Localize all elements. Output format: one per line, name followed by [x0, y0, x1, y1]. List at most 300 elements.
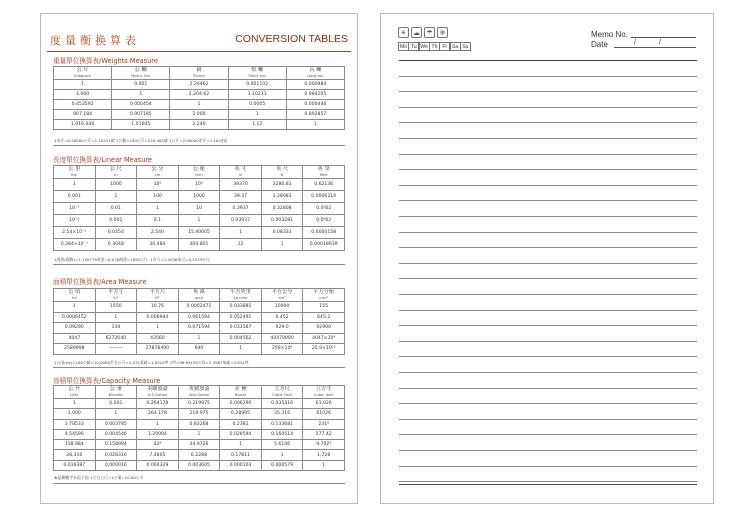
column-header-en: acre — [194, 295, 204, 300]
column-header — [261, 386, 303, 399]
table-cell: 0.83268 — [178, 419, 220, 429]
table-cell: 0.003281 — [261, 215, 303, 227]
column-header-cn: 公 頃 — [68, 288, 81, 295]
table-cell: 10⁶ — [178, 179, 220, 191]
table-cell: 10⁻⁶ — [54, 215, 96, 227]
memo-line[interactable] — [399, 60, 697, 61]
table-cell: 0.035316 — [261, 399, 303, 409]
memo-line[interactable] — [399, 185, 697, 186]
column-header-cn: 美 桶 — [234, 385, 247, 392]
table-cell: 1 — [137, 203, 179, 215]
column-header — [303, 166, 345, 179]
column-header-en: Metric ton — [131, 73, 151, 78]
table-cell: 1,728 — [303, 450, 345, 460]
memo-line[interactable] — [399, 388, 697, 389]
table-cell: 10000 — [261, 302, 303, 313]
weights-rule — [53, 145, 345, 146]
column-header-cn: 公 分 — [151, 165, 164, 172]
table-cell: 28.316 — [54, 450, 96, 460]
column-header-en: Kilogram — [74, 73, 92, 78]
column-header-en: mm² — [319, 295, 329, 300]
title-chinese: 度量衡换算表 — [50, 34, 140, 47]
table-cell: 40470000 — [261, 333, 303, 344]
memo-line[interactable] — [399, 247, 697, 248]
table-cell: 0.0002471 — [178, 302, 220, 313]
column-header — [178, 289, 220, 302]
weekday-selector — [398, 42, 470, 51]
column-header-cn: 立方寸 — [315, 385, 332, 392]
table-cell: 1000 — [178, 191, 220, 203]
table-cell: 1 — [170, 100, 228, 110]
date-field[interactable] — [614, 47, 696, 48]
table-cell: 2,240 — [170, 120, 228, 130]
table-cell: 2,000 — [170, 110, 228, 120]
table-cell: 0.0006214 — [303, 191, 345, 203]
table-cell: 0.004546 — [95, 429, 137, 439]
header-rule — [47, 51, 351, 52]
rain-icon[interactable]: ☂ — [424, 27, 435, 38]
weights-title: 重量單位換算表/Weights Measure — [53, 57, 158, 65]
table-cell: 1 — [54, 302, 96, 313]
memo-no-label: Memo No. — [591, 30, 628, 39]
day-sa[interactable]: Sa — [450, 42, 461, 51]
table-row — [54, 120, 345, 130]
column-header-cn: 英 里 — [317, 165, 330, 172]
table-cell: 1 — [228, 110, 286, 120]
table-cell: 158.984 — [54, 440, 96, 450]
column-header — [137, 166, 179, 179]
column-header-en: mm — [195, 172, 203, 177]
table-row — [54, 429, 345, 439]
column-header-cn: 公 尺 — [109, 165, 122, 172]
table-row — [54, 333, 345, 344]
table-row — [54, 239, 345, 251]
title-english: CONVERSION TABLES — [235, 33, 348, 45]
day-th[interactable]: Th — [429, 42, 440, 51]
table-cell: 0.000579 — [261, 460, 303, 470]
table-row — [54, 191, 345, 203]
memo-line[interactable] — [399, 372, 697, 373]
column-header — [170, 67, 228, 80]
table-cell: 0.0006452 — [54, 312, 96, 323]
table-cell: 4047×10⁴ — [303, 333, 345, 344]
table-row — [54, 179, 345, 191]
column-header-cn: 平方寸 — [108, 288, 124, 295]
column-header — [303, 289, 345, 302]
table-cell: 0.000446 — [286, 100, 344, 110]
table-cell: 0.892857 — [286, 110, 344, 120]
table-cell: 1 — [178, 429, 220, 439]
column-header-en: Pound — [193, 73, 205, 78]
table-cell: 0.003785 — [95, 419, 137, 429]
table-cell: 1 — [261, 450, 303, 460]
table-cell: 155 — [303, 302, 345, 313]
column-header-en: Cubic Inch — [313, 392, 334, 397]
table-cell: 3.78533 — [54, 419, 96, 429]
column-header — [220, 386, 262, 399]
table-row — [54, 440, 345, 450]
capacity-rule — [53, 483, 345, 484]
table-cell: 1 — [220, 227, 262, 239]
page-header — [47, 32, 351, 48]
table-cell: 2,204.62 — [170, 90, 228, 100]
table-cell: 1 — [303, 460, 345, 470]
table-cell: 144 — [95, 323, 137, 334]
table-cell: 61026 — [303, 409, 345, 419]
table-cell: 1 — [54, 80, 112, 90]
table-cell: 3.28083 — [261, 191, 303, 203]
table-cell: 0.001102 — [228, 80, 286, 90]
column-header — [137, 386, 179, 399]
capacity-title: 容積單位換算表/Capacity Measure — [53, 377, 161, 385]
column-header — [261, 289, 303, 302]
column-header — [261, 166, 303, 179]
column-header — [220, 166, 262, 179]
column-header — [178, 166, 220, 179]
weather-icons — [398, 27, 448, 38]
table-cell: 1 — [137, 419, 179, 429]
table-cell: 6272640 — [95, 333, 137, 344]
date-separator: / — [659, 39, 661, 46]
column-header-en: in — [238, 172, 243, 177]
table-cell: 0.158984 — [95, 440, 137, 450]
table-cell: 0.0254 — [95, 227, 137, 239]
table-cell: 0.004562 — [220, 333, 262, 344]
memo-line[interactable] — [399, 466, 697, 467]
table-cell: 0.001 — [112, 80, 170, 90]
table-cell: 1,016.046 — [54, 120, 112, 130]
table-cell: 0.000454 — [112, 100, 170, 110]
column-header — [54, 67, 112, 80]
column-header-cn: 短 噸 — [251, 66, 264, 73]
column-header-cn: 美制加侖 — [147, 385, 168, 392]
table-cell: 0.004329 — [137, 460, 179, 470]
column-header-en: cm² — [278, 295, 286, 300]
table-cell: 35.316 — [261, 409, 303, 419]
table-cell: 0.2381 — [220, 419, 262, 429]
table-cell: 1,000 — [54, 90, 112, 100]
linear-rule — [53, 264, 345, 265]
memo-line[interactable] — [399, 263, 697, 264]
table-cell: 0.133681 — [261, 419, 303, 429]
table-cell: 0.006944 — [137, 312, 179, 323]
table-cell: ——— — [95, 344, 137, 355]
table-cell: 0.016387 — [54, 460, 96, 470]
table-cell: 0.984205 — [286, 90, 344, 100]
table-cell: 0.006290 — [220, 399, 262, 409]
snow-icon[interactable]: ❄ — [437, 27, 448, 38]
capacity-note: ★是確數字末再不加 1立方公尺=1公秉=10.00公升 — [54, 475, 144, 480]
table-cell: 25.9×10¹⁰ — [303, 344, 345, 355]
table-cell: 0.907185 — [112, 110, 170, 120]
table-cell: 10⁻⁵ — [54, 203, 96, 215]
table-cell: 92900 — [303, 323, 345, 334]
table-cell: 0.3937 — [220, 203, 262, 215]
column-header — [54, 166, 96, 179]
table-cell: 0.160514 — [261, 429, 303, 439]
table-cell: 0.264178 — [137, 399, 179, 409]
column-header-en: Long ton — [307, 73, 324, 78]
column-header — [286, 67, 344, 80]
area-title: 面積單位換算表/Area Measure — [53, 278, 147, 286]
area-table — [53, 288, 345, 355]
column-header-en: Cubic Feet — [272, 392, 293, 397]
table-row — [54, 409, 345, 419]
column-header-cn: 英 畝 — [192, 288, 205, 295]
memo-line[interactable] — [399, 200, 697, 201]
table-cell: 0.001 — [95, 215, 137, 227]
memo-line[interactable] — [399, 76, 697, 77]
date-separator: / — [634, 39, 636, 46]
table-header-row — [54, 166, 345, 179]
table-row — [54, 110, 345, 120]
table-cell: 2.20462 — [170, 80, 228, 90]
table-cell: 1 — [220, 440, 262, 450]
table-header-row — [54, 67, 345, 80]
column-header-en: m — [113, 172, 118, 177]
table-cell: 6.28995 — [220, 409, 262, 419]
table-cell: 1 — [54, 179, 96, 191]
table-cell: 0.003605 — [178, 460, 220, 470]
area-rule — [53, 367, 345, 368]
memo-line[interactable] — [399, 278, 697, 279]
memo-line[interactable] — [399, 154, 697, 155]
table-row — [54, 80, 345, 90]
table-cell: 264.178 — [137, 409, 179, 419]
column-header-cn: 長 噸 — [309, 66, 322, 73]
column-header-en: Mile — [319, 172, 328, 177]
column-header-cn: 英制加侖 — [188, 385, 210, 392]
table-cell: 0.033881 — [220, 302, 262, 313]
linear-table — [53, 165, 345, 251]
column-header-en: Liter — [70, 392, 79, 397]
column-header — [112, 67, 170, 80]
column-header-en: in² — [113, 295, 119, 300]
column-header-en: ft² — [155, 295, 160, 300]
table-cell: 0.08333 — [261, 227, 303, 239]
day-mo[interactable]: Mo — [398, 42, 409, 51]
table-cell: 0.0000158 — [303, 227, 345, 239]
memo-line[interactable] — [399, 325, 697, 326]
table-cell: 0.01 — [95, 203, 137, 215]
memo-line[interactable] — [399, 232, 697, 233]
table-cell: 1,000 — [54, 409, 96, 419]
table-cell: 30.480 — [137, 239, 179, 251]
table-cell: 0.000984 — [286, 80, 344, 90]
table-cell: 4047 — [54, 333, 96, 344]
linear-note: 1海浬(國際)=1.150779英里=0.076海浬=1852公尺, 1市尺=1.0936英尺=0.3333公尺 — [54, 257, 210, 262]
table-cell: 1 — [112, 90, 170, 100]
table-cell: 0.453592 — [54, 100, 112, 110]
table-cell: 0.001 — [54, 191, 96, 203]
table-row — [54, 90, 345, 100]
conversion-tables-page — [40, 13, 358, 504]
memo-line[interactable] — [399, 481, 697, 482]
table-cell: 0.00018939 — [303, 239, 345, 251]
column-header-cn: 公 里 — [68, 165, 81, 172]
table-cell: 1.12 — [228, 120, 286, 130]
table-cell: 0.000016 — [95, 460, 137, 470]
table-cell: 0.033587 — [220, 323, 262, 334]
table-cell: 1 — [95, 312, 137, 323]
memo-line[interactable] — [399, 138, 697, 139]
column-header-cn: 公 噸 — [134, 66, 147, 73]
table-cell: 39370 — [220, 179, 262, 191]
column-header-cn: 磅 — [196, 66, 202, 73]
column-header-cn: 英 尺 — [276, 165, 289, 172]
table-row — [54, 215, 345, 227]
table-cell: 3280.83 — [261, 179, 303, 191]
table-cell: 1 — [220, 344, 262, 355]
memo-bottom-rule — [399, 484, 697, 485]
day-su[interactable]: Su — [460, 42, 471, 51]
day-fr[interactable]: Fr — [439, 42, 450, 51]
table-cell: 1.01605 — [112, 120, 170, 130]
day-tu[interactable]: Tu — [408, 42, 419, 51]
table-row — [54, 203, 345, 215]
table-cell: 43560 — [137, 333, 179, 344]
table-cell: 5.6146 — [261, 440, 303, 450]
table-cell: 6.2288 — [178, 450, 220, 460]
table-row — [54, 227, 345, 239]
column-header — [137, 289, 179, 302]
memo-line[interactable] — [399, 310, 697, 311]
column-header — [228, 67, 286, 80]
table-cell: 10⁵ — [137, 179, 179, 191]
memo-line[interactable] — [399, 169, 697, 170]
table-cell: 929.0 — [261, 323, 303, 334]
column-header — [220, 289, 262, 302]
table-cell: 0.09290 — [54, 323, 96, 334]
table-cell: 907.184 — [54, 110, 112, 120]
table-cell: 10.76 — [137, 302, 179, 313]
linear-title: 長度單位換算表/Linear Measure — [53, 156, 152, 164]
column-header-en: cm — [154, 172, 161, 177]
column-header-en: Barrel — [234, 392, 247, 397]
table-cell: 277.42 — [303, 429, 345, 439]
column-header-en: Km — [71, 172, 78, 177]
column-header-cn: 平方公分 — [271, 288, 293, 295]
memo-line[interactable] — [399, 356, 697, 357]
table-cell: 0.219975 — [178, 399, 220, 409]
column-header-en: U.S.Gallon — [147, 392, 168, 397]
memo-line[interactable] — [399, 450, 697, 451]
memo-line[interactable] — [399, 107, 697, 108]
column-header — [95, 386, 137, 399]
table-cell: 0.028316 — [95, 450, 137, 460]
table-header-row — [54, 289, 345, 302]
table-header-row — [54, 386, 345, 399]
column-header-en: sq.mile — [233, 295, 248, 300]
table-cell: 9.702⁸ — [303, 440, 345, 450]
table-cell: 1 — [137, 323, 179, 334]
table-cell: 1550 — [95, 302, 137, 313]
table-cell: 0.000103 — [220, 460, 262, 470]
column-header — [54, 386, 96, 399]
column-header-cn: 公 升 — [68, 385, 81, 392]
table-cell: 1 — [178, 215, 220, 227]
column-header-en: ha — [71, 295, 77, 300]
table-cell: 1 — [54, 399, 96, 409]
column-header-cn: 英 寸 — [234, 165, 247, 172]
table-cell: 640 — [178, 344, 220, 355]
column-header-cn: 平方尺 — [149, 288, 166, 295]
memo-line[interactable] — [399, 419, 697, 420]
table-cell: 1 — [178, 333, 220, 344]
table-cell: 61.026 — [303, 399, 345, 409]
table-row — [54, 399, 345, 409]
table-cell: 304.801 — [178, 239, 220, 251]
memo-page — [380, 13, 714, 504]
table-cell: 1 — [95, 409, 137, 419]
table-cell: 0.32808 — [261, 203, 303, 215]
table-row — [54, 450, 345, 460]
table-cell: 0.0⁵62 — [303, 203, 345, 215]
table-cell: 42⁸ — [137, 440, 179, 450]
memo-line[interactable] — [399, 434, 697, 435]
table-cell: 0.028594 — [220, 429, 262, 439]
table-cell: 645.2 — [303, 312, 345, 323]
weights-note: 1市斤=0.50000公斤=1.10231磅 1公擔=100公斤=220.462磅 1公斤=2.00000市斤=1.1023短 — [54, 138, 228, 143]
table-cell: 1.20094 — [137, 429, 179, 439]
table-cell: 0.001 — [95, 399, 137, 409]
sun-icon[interactable]: ☀ — [398, 27, 409, 38]
table-cell: 0.17811 — [220, 450, 262, 460]
table-cell: 0.03937 — [220, 215, 262, 227]
column-header-cn: 公 斤 — [76, 66, 89, 73]
memo-line[interactable] — [399, 122, 697, 123]
table-cell: 7.4805 — [137, 450, 179, 460]
table-cell: 2.540 — [137, 227, 179, 239]
table-cell: 1000 — [95, 179, 137, 191]
table-cell: 6.452 — [261, 312, 303, 323]
column-header-cn: 立方尺 — [274, 385, 290, 392]
table-cell: 219.975 — [178, 409, 220, 419]
cloud-icon[interactable]: ☁ — [411, 27, 422, 38]
area-note: 1公頃(ha)=100公畝=10,0000平方公尺=2.471英畝=1.0310甲 1甲=96.99194公頃=2.3967英畝=2.934坪 — [54, 360, 249, 365]
column-header-en: Short ton — [248, 73, 266, 78]
weights-table — [53, 66, 345, 130]
column-header — [54, 289, 96, 302]
table-cell: 1 — [95, 191, 137, 203]
column-header-cn: 公 秉 — [109, 385, 122, 392]
table-cell: 2589998 — [54, 344, 96, 355]
table-cell: 0.384×10⁻³ — [54, 239, 96, 251]
day-we[interactable]: We — [420, 43, 428, 50]
memo-line[interactable] — [399, 216, 697, 217]
table-cell: 1.10231 — [228, 90, 286, 100]
memo-line[interactable] — [399, 91, 697, 92]
memo-line[interactable] — [399, 403, 697, 404]
memo-no-field[interactable] — [631, 37, 696, 38]
table-cell: 231⁸ — [303, 419, 345, 429]
table-cell: 0.061594 — [178, 312, 220, 323]
memo-line[interactable] — [399, 294, 697, 295]
table-cell: 0.052491 — [220, 312, 262, 323]
date-label: Date — [591, 40, 608, 49]
table-row — [54, 100, 345, 110]
table-cell: 0.1 — [137, 215, 179, 227]
table-cell: 0.0005 — [228, 100, 286, 110]
table-row — [54, 323, 345, 334]
table-cell: 15.40005 — [178, 227, 220, 239]
table-cell: 39.37 — [220, 191, 262, 203]
table-cell: 12 — [220, 239, 262, 251]
table-cell: 1 — [286, 120, 344, 130]
memo-line[interactable] — [399, 341, 697, 342]
column-header-en: Kiloliter — [108, 392, 124, 397]
table-cell: 0.3048 — [95, 239, 137, 251]
